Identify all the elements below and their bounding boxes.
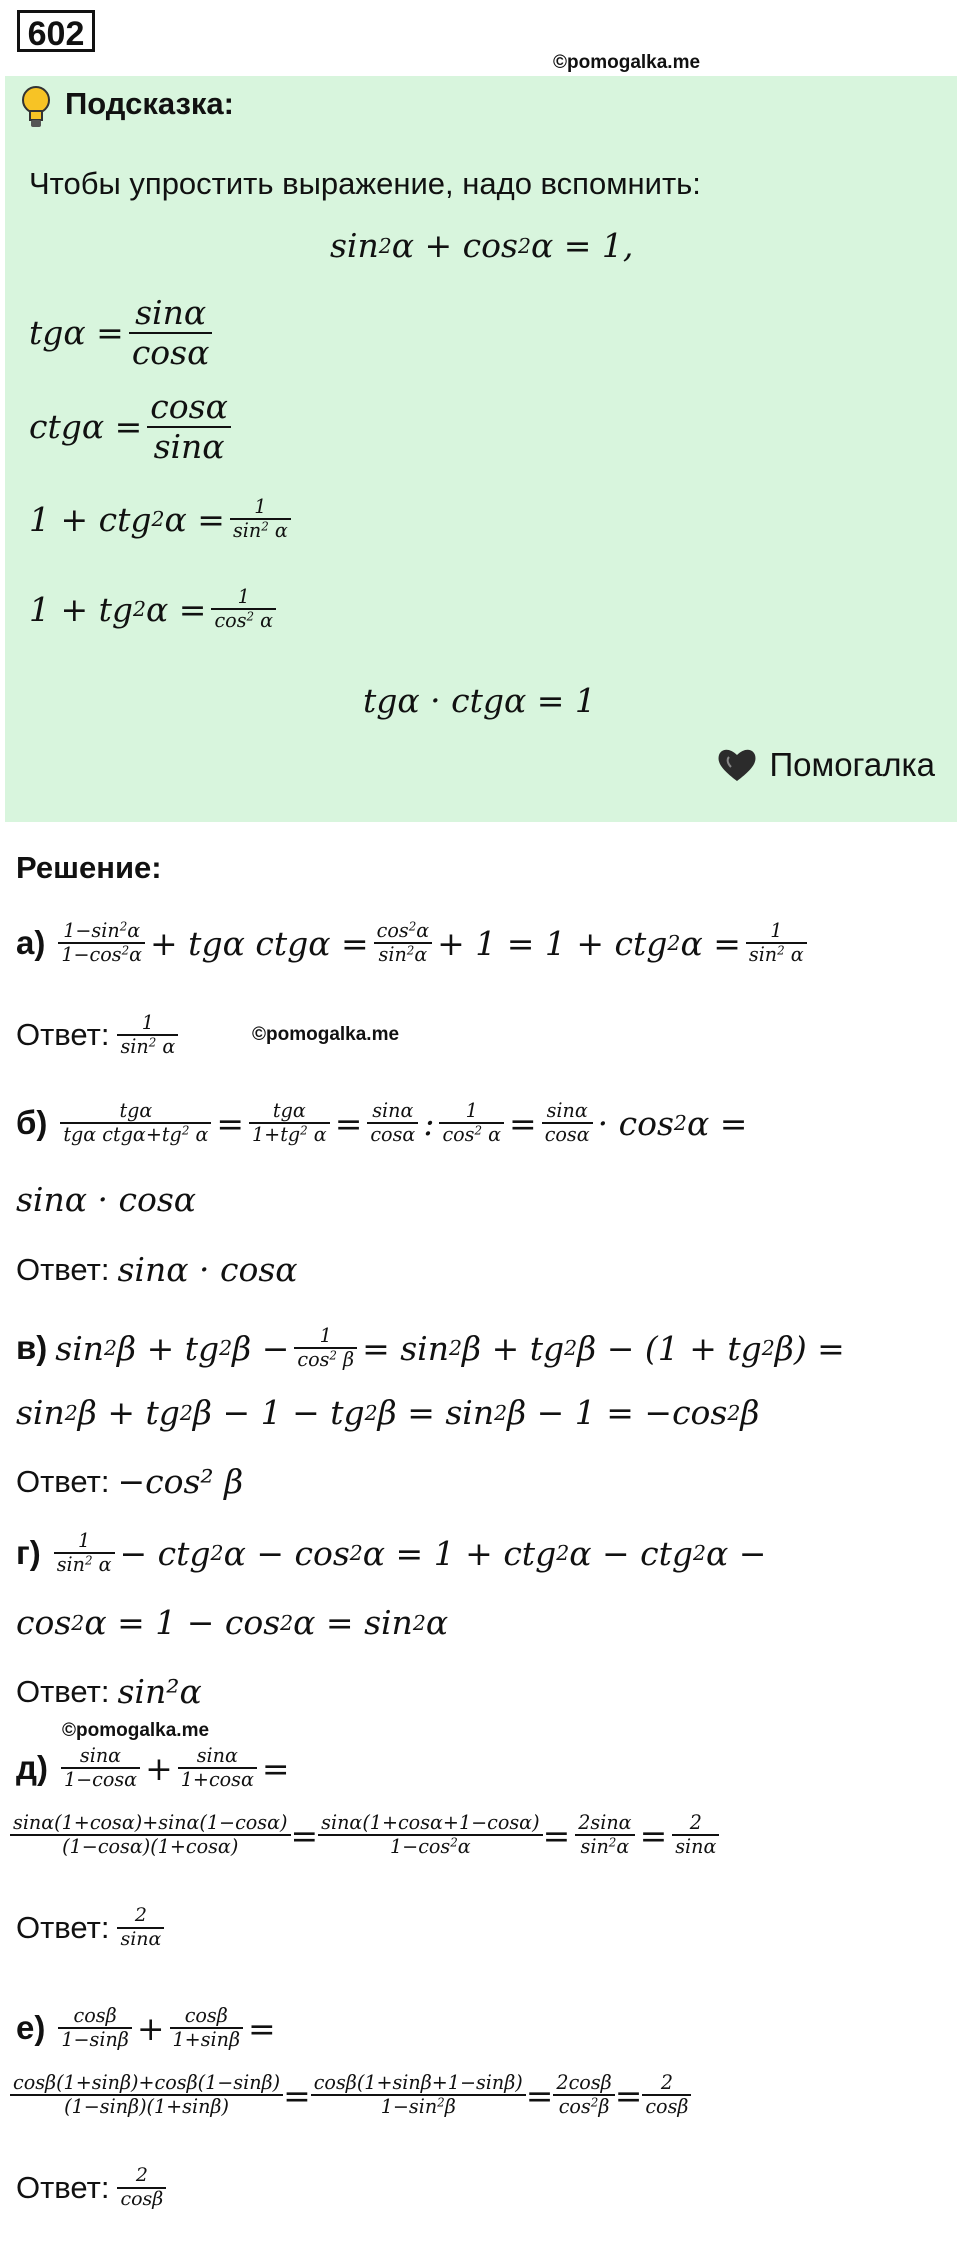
- brand: [717, 746, 935, 784]
- identity-tg-square: 1 + tg 2 α = $\frac{1}{\cos^2 \alpha}$: [29, 586, 281, 632]
- solution-d-line1: д) $\frac{\sin\alpha}{1-\cos\alpha}$ + $\frac{\sin\alpha}{1+\cos\alpha}$ =: [16, 1744, 290, 1791]
- lightbulb-icon: [21, 85, 51, 131]
- answer-a: Ответ: $\frac{1}{\sin^2 \alpha}$: [16, 1012, 183, 1058]
- watermark-lower: ©pomogalka.me: [62, 1720, 210, 1741]
- watermark-top: ©pomogalka.me: [553, 52, 701, 73]
- hint-intro: Чтобы упростить выражение, надо вспомнить:: [29, 166, 701, 201]
- identity-tg: tgα = $\frac{\sin\alpha}{\cos\alpha}$: [29, 294, 217, 372]
- brand-name: Помогалка: [769, 746, 935, 783]
- identity-tg-ctg: tgα · ctgα = 1: [363, 681, 596, 720]
- solution-g-line1: г) $\frac{1}{\sin^2 \alpha}$ − ctg 2 α − cos 2 α = 1 + ctg 2 α − ctg 2 α −: [16, 1529, 767, 1576]
- label-e: е): [16, 2009, 46, 2046]
- solution-e-line2: $\frac{\cos\beta(1+\sin\beta)+\cos\beta(1-\sin\beta)}{(1-\sin\beta)(1+\sin\beta)}$ = $\frac{\cos\beta(1+\sin\beta+1-\sin\beta)}{1-\sin^2\beta}$ = $\frac{2\cos\beta}{\cos^2\beta}$ = $\frac{2}{\cos\beta}$: [10, 2072, 691, 2118]
- hint-box: [5, 76, 957, 822]
- identity-ctg: ctgα = $\frac{\cos\alpha}{\sin\alpha}$: [29, 388, 236, 466]
- label-v: в): [16, 1329, 48, 1366]
- answer-g: Ответ: sin²α: [16, 1672, 202, 1711]
- heart-icon: [717, 747, 757, 783]
- hint-title: Подсказка:: [65, 86, 234, 121]
- label-g: г): [16, 1534, 41, 1571]
- solution-d-line2: $\frac{\sin\alpha(1+\cos\alpha)+\sin\alpha(1-\cos\alpha)}{(1-\cos\alpha)(1+\cos\alpha)}$ = $\frac{\sin\alpha(1+\cos\alpha+1-\cos\alpha)}{1-\cos^2\alpha}$ = $\frac{2\sin\alpha}{\sin^2\alpha}$ = $\frac{2}{\sin\alpha}$: [10, 1812, 724, 1858]
- label-a: а): [16, 924, 46, 961]
- solution-v-line1: в) sin 2 β + tg 2 β − $\frac{1}{\cos^2 \beta}$ = sin 2 β + tg 2 β − (1 + tg 2 β) =: [16, 1324, 845, 1371]
- identity-pythagorean: sin 2 α + cos 2 α = 1,: [330, 226, 634, 265]
- solution-a: а) $\frac{1-\sin^2\alpha}{1-\cos^2\alpha}$ + tgα ctgα = $\frac{\cos^2\alpha}{\sin^2\alpha}$ + 1 = 1 + ctg 2 α = $\frac{1}{\sin^2 \alpha}$: [16, 920, 812, 966]
- solution-b-line1: б) $\frac{\text{tgα}}{tg\alpha ctg\alpha+tg^2 \alpha}$ = $\frac{\text{tgα}}{1+tg^2 \alpha}$ = $\frac{\sin\alpha}{\cos\alpha}$ : $\frac{1}{\cos^2 \alpha}$ = $\frac{\sin\alpha}{\cos\alpha}$ · cos 2 α =: [16, 1099, 748, 1146]
- solution-b-line2: sinα · cosα: [16, 1180, 197, 1219]
- label-b: б): [16, 1104, 48, 1141]
- solution-g-line2: cos 2 α = 1 − cos 2 α = sin 2 α: [16, 1603, 449, 1642]
- solution-title: Решение:: [16, 850, 162, 885]
- answer-e: Ответ: $\frac{2}{\cos\beta}$: [16, 2165, 171, 2211]
- watermark-middle: ©pomogalka.me: [252, 1024, 400, 1045]
- answer-v: Ответ: −cos² β: [16, 1462, 244, 1501]
- label-d: д): [16, 1749, 48, 1786]
- task-number: 602: [17, 10, 95, 52]
- answer-b: Ответ: sinα · cosα: [16, 1250, 298, 1289]
- solution-e-line1: е) $\frac{\cos\beta}{1-\sin\beta}$ + $\frac{\cos\beta}{1+\sin\beta}$ =: [16, 2004, 276, 2051]
- identity-ctg-square: 1 + ctg 2 α = $\frac{1}{\sin^2 \alpha}$: [29, 496, 296, 542]
- answer-d: Ответ: $\frac{2}{\sin\alpha}$: [16, 1905, 169, 1951]
- solution-v-line2: sin 2 β + tg 2 β − 1 − tg 2 β = sin 2 β − 1 = −cos 2 β: [16, 1393, 760, 1432]
